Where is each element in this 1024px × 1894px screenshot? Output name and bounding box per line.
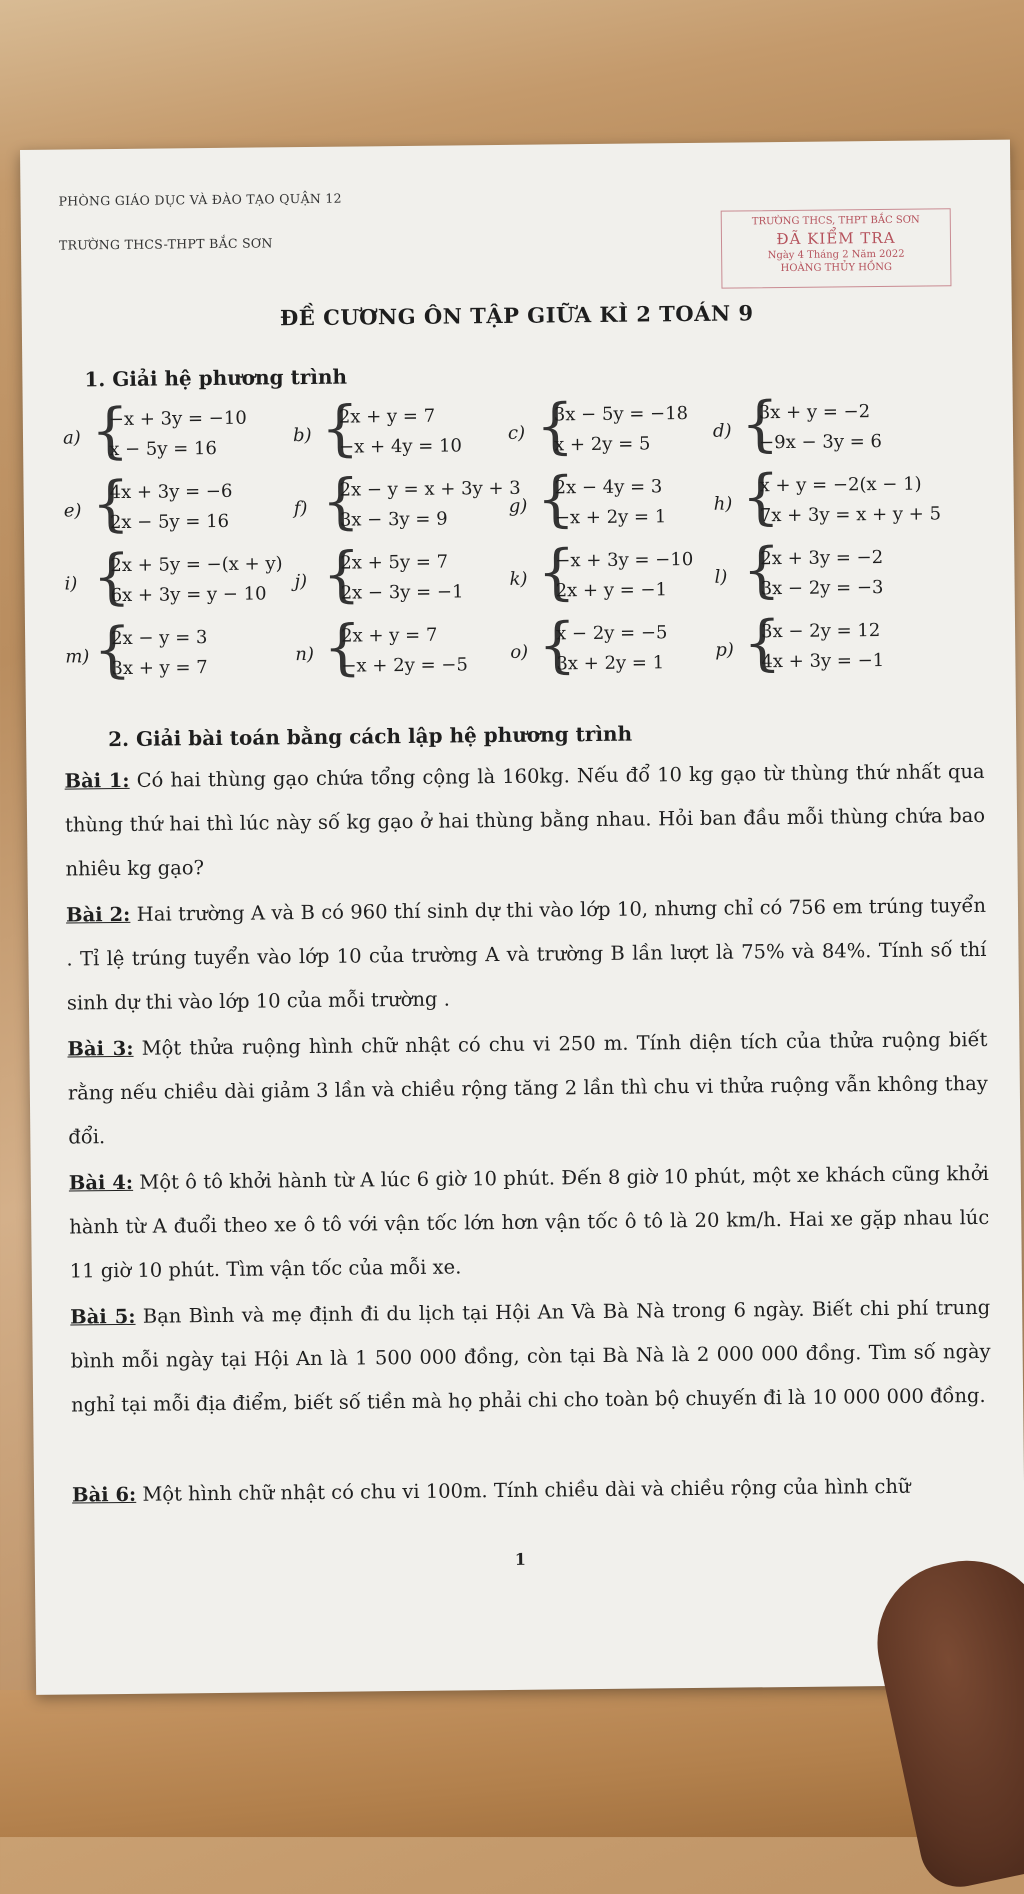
equation-1: 2x − y = x + 3y + 3 (339, 477, 521, 501)
equation-2: −x + 2y = 1 (554, 506, 667, 529)
brace-icon: { (322, 539, 362, 610)
equation-system (292, 393, 509, 467)
equation-1: x − 2y = −5 (555, 622, 668, 645)
equation-1: −x + 3y = −10 (555, 548, 694, 572)
problem-label: Bài 5: (70, 1304, 136, 1329)
equation-system (713, 462, 942, 536)
equation-1: 4x + 3y = −6 (109, 480, 233, 504)
equation-2: 3x + y = 7 (111, 657, 208, 680)
system-label: k) (509, 568, 528, 590)
stamp-checked: ĐÃ KIỂM TRA (776, 228, 896, 248)
page-number: 1 (514, 1549, 527, 1569)
equation-2: 3x + 2y = 1 (556, 652, 665, 675)
equation-1: 2x − y = 3 (111, 627, 208, 650)
brace-icon: { (536, 464, 576, 535)
stamp-school: TRƯỜNG THCS, THPT BẮC SƠN (751, 214, 920, 228)
equation-2: 3x − 2y = −3 (760, 576, 884, 600)
problem-text: Bạn Bình và mẹ định đi du lịch tại Hội An Và Bà Nà trong 6 ngày. Biết chi phí trung bình mỗi ngày tại Hội An là 1 500 000 đồng, còn tại Bà Nà là 2 000 000 đồng. Tìm số ngày nghỉ tại mỗi địa điểm, biết số tiền mà họ phải chi cho toàn bộ chuyến đi là 10 000 000 đồng. (70, 1295, 991, 1417)
problem-label: Bài 1: (64, 768, 130, 793)
stamp-signer: HOÀNG THỦY HỒNG (780, 262, 892, 275)
equation-1: 3x − 5y = −18 (553, 403, 689, 426)
equation-system (712, 389, 929, 463)
equation-system (507, 391, 724, 465)
equation-system (65, 614, 281, 688)
equation-system (714, 535, 930, 609)
problem-1 (64, 750, 985, 892)
stamp-date: Ngày 4 Tháng 2 Năm 2022 (767, 248, 905, 261)
system-label: l) (714, 566, 728, 588)
equation-system (509, 537, 728, 611)
equation-1: x + y = −2(x − 1) (759, 473, 922, 497)
brace-icon: { (740, 389, 780, 460)
brace-icon: { (90, 395, 130, 467)
worksheet-paper (20, 140, 1024, 1695)
equation-system (293, 466, 521, 540)
equation-2: −x + 4y = 10 (339, 435, 463, 458)
problem-label: Bài 4: (68, 1170, 134, 1195)
system-label: g) (508, 495, 528, 517)
equation-2: 2x + y = −1 (555, 579, 668, 602)
approval-stamp (721, 208, 952, 288)
brace-icon: { (537, 610, 577, 681)
brace-icon: { (91, 468, 131, 540)
system-label: j) (294, 571, 308, 593)
equation-1: 2x + 5y = −(x + y) (110, 553, 283, 577)
equation-1: −x + 3y = −10 (108, 407, 247, 431)
brace-icon: { (322, 612, 362, 683)
equation-2: −9x − 3y = 6 (758, 430, 883, 454)
problem-text: Có hai thùng gạo chứa tổng cộng là 160kg. Nếu đổ 10 kg gạo từ thùng thứ nhất qua thùng thứ hai thì lúc này số kg gạo ở hai thùng bằng nhau. Hỏi ban đầu mỗi thùng chứa bao nhiêu kg gạo? (64, 759, 986, 881)
equation-2: 3x − 3y = 9 (339, 508, 448, 531)
equation-1: 2x − 4y = 3 (554, 476, 663, 499)
system-label: a) (62, 427, 81, 449)
equation-1: 2x + y = 7 (338, 405, 436, 428)
equation-2: 6x + 3y = y − 10 (110, 583, 267, 607)
problem-text: Một ô tô khởi hành từ A lúc 6 giờ 10 phút. Đến 8 giờ 10 phút, một xe khách cũng khởi hành từ A đuổi theo xe ô tô với vận tốc lớn hơn vận tốc ô tô là 20 km/h. Hai xe gặp nhau lúc 11 giờ 10 phút. Tìm vận tốc của mỗi xe. (69, 1161, 990, 1283)
equation-system (508, 464, 724, 538)
problem-4 (69, 1152, 990, 1294)
system-label: m) (65, 646, 90, 668)
brace-icon: { (92, 614, 132, 686)
equation-system (715, 608, 931, 681)
problem-label: Bài 6: (71, 1482, 137, 1507)
department-header: PHÒNG GIÁO DỤC VÀ ĐÀO TẠO QUẬN 12 (58, 190, 342, 209)
equation-2: x − 5y = 16 (109, 437, 217, 461)
equation-system (64, 541, 283, 615)
system-label: i) (64, 573, 78, 595)
problem-3 (67, 1018, 988, 1160)
equation-2: 2x − 5y = 16 (109, 510, 230, 534)
equation-system (510, 610, 726, 684)
equation-2: x + 2y = 5 (554, 433, 651, 456)
equation-system (295, 612, 511, 686)
equation-1: 2x + 5y = 7 (340, 551, 449, 574)
equation-2: 7x + 3y = x + y + 5 (759, 503, 942, 527)
system-label: e) (63, 500, 82, 522)
school-header: TRƯỜNG THCS-THPT BẮC SƠN (58, 235, 273, 253)
system-label: h) (713, 493, 733, 515)
equation-2: 2x − 3y = −1 (340, 581, 464, 604)
brace-icon: { (535, 391, 575, 462)
system-label: o) (510, 641, 529, 663)
problem-5 (70, 1286, 991, 1428)
problem-label: Bài 3: (67, 1036, 134, 1061)
system-label: f) (293, 498, 308, 520)
equation-2: −x + 2y = −5 (341, 654, 468, 677)
system-label: p) (715, 639, 734, 661)
system-label: n) (295, 643, 315, 666)
brace-icon: { (321, 466, 361, 537)
equation-1: 2x + 3y = −2 (760, 546, 884, 570)
equation-2: 4x + 3y = −1 (761, 649, 885, 673)
brace-icon: { (92, 541, 132, 613)
system-label: c) (507, 422, 526, 444)
brace-icon: { (537, 537, 577, 608)
problem-2 (66, 884, 987, 1026)
brace-icon: { (742, 608, 782, 679)
problem-text: Một hình chữ nhật có chu vi 100m. Tính chiều dài và chiều rộng của hình chữ (136, 1474, 911, 1506)
section-2-heading: 2. Giải bài toán bằng cách lập hệ phương trình (108, 721, 633, 752)
problem-label: Bài 2: (65, 902, 131, 927)
page-title: ĐỀ CƯƠNG ÔN TẬP GIỮA KÌ 2 TOÁN 9 (279, 300, 754, 331)
equation-1: 3x + y = −2 (758, 401, 871, 424)
equation-system (63, 468, 279, 542)
table-surface-bottom (0, 1690, 1024, 1837)
system-label: b) (292, 424, 312, 447)
brace-icon: { (741, 462, 781, 533)
equation-system (62, 395, 279, 469)
equation-1: 2x + y = 7 (340, 624, 438, 647)
brace-icon: { (320, 393, 360, 464)
problem-6 (72, 1464, 992, 1518)
brace-icon: { (742, 535, 781, 606)
problem-text: Hai trường A và B có 960 thí sinh dự thi vào lớp 10, nhưng chỉ có 756 em trúng tuyển . Tỉ lệ trúng tuyển vào lớp 10 của trường A và trường B lần lượt là 75% và 84%. Tính số thí sinh dự thi vào lớp 10 của mỗi trường . (66, 893, 987, 1015)
problem-text: Một thửa ruộng hình chữ nhật có chu vi 250 m. Tính diện tích của thửa ruộng biết rằng nếu chiều dài giảm 3 lần và chiều rộng tăng 2 lần thì chu vi thửa ruộng vẫn không thay đổi. (67, 1027, 988, 1149)
system-label: d) (712, 420, 732, 442)
equation-system (294, 539, 510, 613)
section-1-heading: 1. Giải hệ phương trình (84, 364, 348, 392)
equation-1: 3x − 2y = 12 (760, 620, 881, 643)
